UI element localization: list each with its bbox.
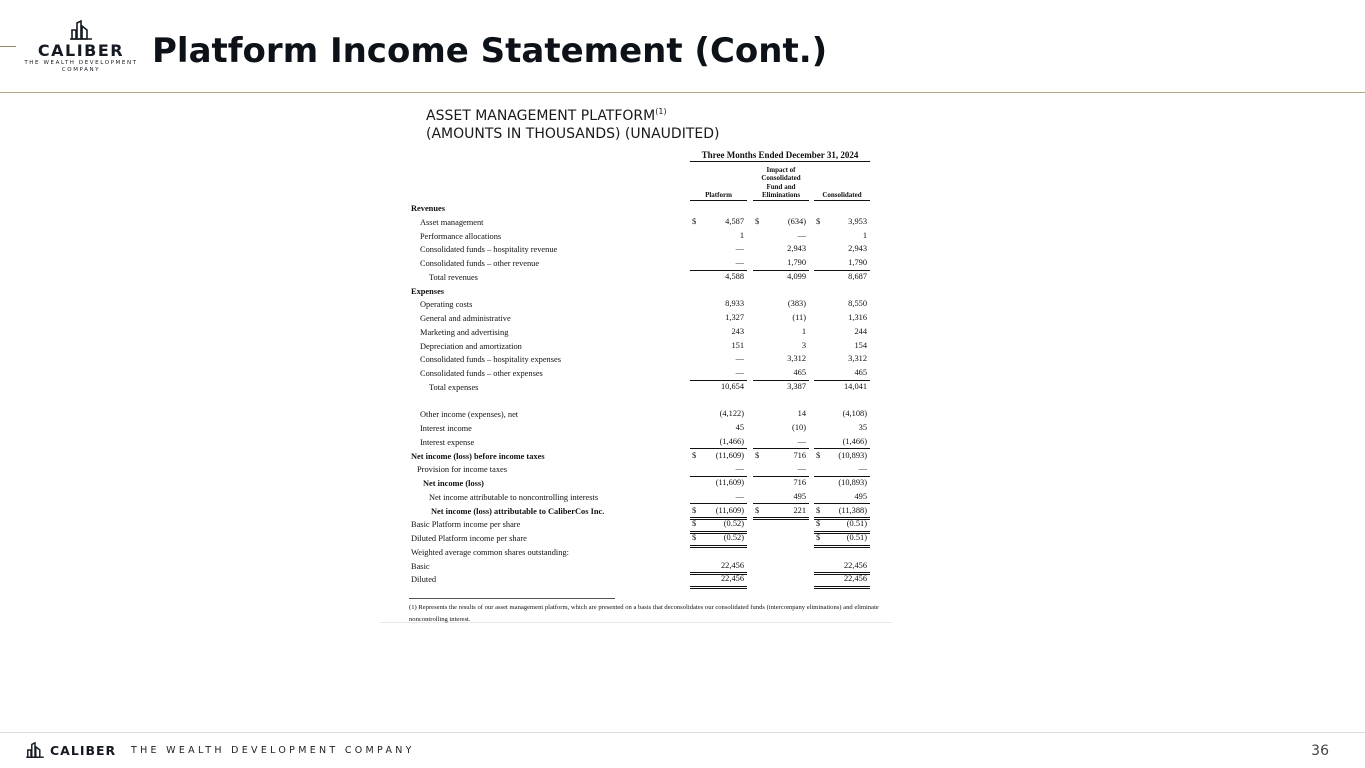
- column-header-line: Platform: [705, 191, 732, 200]
- cell-value: 4,587: [725, 216, 744, 226]
- cell-eliminations: [753, 340, 809, 353]
- cell-value: 3: [801, 340, 806, 350]
- cell-platform: [690, 326, 747, 339]
- cell-value: (1,466): [719, 436, 744, 446]
- column-header-platform: [690, 162, 747, 201]
- row-label: Interest income: [420, 424, 472, 433]
- cell-consolidated: [814, 257, 870, 271]
- cell-value: 495: [854, 491, 867, 501]
- cell-value: —: [735, 464, 744, 474]
- cell-platform: [690, 312, 747, 325]
- cell-consolidated: [814, 422, 870, 435]
- section-title-text: ASSET MANAGEMENT PLATFORM: [426, 108, 656, 124]
- row-label: Consolidated funds – hospitality expenses: [420, 355, 561, 365]
- table-row: [380, 546, 892, 560]
- table-row: [380, 340, 892, 354]
- cell-value: (4,108): [842, 409, 867, 419]
- cell-eliminations: [753, 491, 809, 505]
- cell-platform: [690, 408, 747, 421]
- cell-consolidated: [814, 230, 870, 243]
- table-row: [380, 573, 892, 587]
- cell-value: —: [797, 436, 806, 446]
- cell-value: 244: [854, 326, 867, 336]
- row-label: Interest expense: [420, 437, 475, 447]
- row-label: Net income (loss) attributable to CaliberCos Inc.: [431, 506, 605, 516]
- header-divider: [0, 92, 1365, 93]
- cell-consolidated: [814, 312, 870, 325]
- cell-value: —: [735, 491, 744, 501]
- cell-value: 1: [801, 326, 806, 336]
- currency-symbol: $: [692, 519, 697, 529]
- footnote: (1) Represents the results of our asset management platform, which are presented on a basis that deconsolidates our consolidated funds (intercompany eliminations) and eliminate noncontrolling interest.: [409, 604, 879, 623]
- row-label: Total revenues: [429, 272, 478, 282]
- logo-wordmark: CALIBER: [37, 41, 125, 60]
- row-label: Diluted Platform income per share: [411, 534, 527, 543]
- cell-eliminations: [753, 381, 809, 394]
- cell-value: —: [797, 230, 806, 240]
- cell-value: —: [858, 464, 867, 474]
- cell-consolidated: [814, 271, 870, 284]
- cell-consolidated: [814, 408, 870, 421]
- cell-value: 2,943: [787, 244, 806, 254]
- income-statement-table: [380, 146, 892, 623]
- period-header: Three Months Ended December 31, 2024: [690, 150, 870, 162]
- table-row: [380, 326, 892, 340]
- cell-value: (10,893): [838, 478, 867, 487]
- cell-eliminations: [753, 230, 809, 243]
- cell-value: 22,456: [720, 560, 744, 570]
- row-label: Other income (expenses), net: [420, 410, 519, 420]
- cell-value: 716: [793, 450, 806, 460]
- row-label: Basic Platform income per share: [411, 520, 521, 530]
- cell-platform: [690, 450, 747, 463]
- table-row: [380, 518, 892, 532]
- cell-value: 3,312: [848, 354, 867, 364]
- section-title-footnote-ref: (1): [655, 107, 667, 116]
- currency-symbol: $: [692, 450, 697, 460]
- cell-platform: [690, 381, 747, 394]
- cell-value: 3,953: [848, 216, 867, 226]
- column-header-line: Consolidated: [822, 191, 862, 200]
- cell-value: 3,387: [787, 381, 806, 391]
- cell-consolidated: [814, 340, 870, 353]
- cell-value: 14: [797, 409, 806, 419]
- cell-consolidated: [814, 573, 870, 589]
- row-label: Marketing and advertising: [420, 327, 509, 337]
- cell-platform: [690, 216, 747, 229]
- footer-tagline: THE WEALTH DEVELOPMENT COMPANY: [131, 745, 415, 756]
- cell-value: 243: [731, 326, 744, 336]
- cell-consolidated: [814, 367, 870, 381]
- cell-value: 465: [793, 368, 806, 377]
- cell-consolidated: [814, 298, 870, 311]
- cell-platform: [690, 491, 747, 505]
- cell-consolidated: [814, 216, 870, 229]
- cell-value: 22,456: [720, 574, 744, 584]
- row-label: Weighted average common shares outstanding:: [411, 547, 569, 557]
- table-row: [380, 230, 892, 244]
- row-label: Revenues: [411, 204, 445, 213]
- cell-platform: [690, 340, 747, 353]
- cell-eliminations: [753, 463, 809, 477]
- cell-consolidated: [814, 436, 870, 450]
- cell-eliminations: [753, 271, 809, 284]
- currency-symbol: $: [755, 216, 760, 226]
- cell-value: 1: [862, 230, 867, 240]
- column-header-consolidated: [814, 162, 870, 201]
- row-label: Net income attributable to noncontrolling interests: [429, 492, 599, 502]
- cell-value: 465: [854, 368, 867, 377]
- cell-value: 10,654: [720, 381, 744, 391]
- footer-wordmark: CALIBER: [50, 743, 117, 758]
- row-label: Net income (loss) before income taxes: [411, 451, 545, 461]
- cell-platform: [690, 436, 747, 450]
- footer-divider: [0, 732, 1365, 733]
- currency-symbol: $: [816, 519, 821, 529]
- cell-value: 45: [735, 423, 744, 432]
- header-accent-tick: [0, 46, 16, 47]
- table-row: [380, 298, 892, 312]
- cell-value: —: [797, 464, 806, 474]
- table-row: [380, 532, 892, 546]
- table-row: [380, 395, 892, 409]
- cell-value: 4,588: [725, 271, 744, 281]
- cell-platform: [690, 243, 747, 256]
- row-label: Expenses: [411, 286, 445, 296]
- cell-eliminations: [753, 422, 809, 435]
- cell-value: 221: [793, 505, 806, 515]
- table-row: [380, 477, 892, 491]
- row-label: Consolidated funds – other revenue: [420, 259, 540, 268]
- column-header-line: Eliminations: [761, 191, 801, 200]
- cell-value: 8,550: [848, 299, 867, 309]
- cell-value: (0.52): [723, 533, 744, 542]
- cell-platform: [690, 298, 747, 311]
- cell-value: 716: [793, 478, 806, 487]
- cell-eliminations: [753, 450, 809, 463]
- cell-consolidated: [814, 353, 870, 366]
- cell-platform: [690, 573, 747, 589]
- cell-consolidated: [814, 477, 870, 490]
- cell-eliminations: [753, 312, 809, 325]
- cell-value: (4,122): [719, 409, 744, 419]
- table-row: [380, 216, 892, 230]
- cell-value: 495: [793, 491, 806, 501]
- cell-value: 14,041: [843, 381, 867, 391]
- section-title: [426, 102, 667, 126]
- cell-value: (0.52): [723, 519, 744, 529]
- cell-eliminations: [753, 298, 809, 311]
- caliber-logo: [22, 20, 140, 74]
- page-number: 36: [1311, 743, 1329, 759]
- cell-eliminations: [753, 436, 809, 450]
- currency-symbol: $: [816, 505, 821, 515]
- row-label: Consolidated funds – other expenses: [420, 369, 543, 378]
- cell-value: 1,316: [848, 313, 867, 322]
- cell-value: 3,312: [787, 354, 806, 364]
- logo-tagline-1: THE WEALTH DEVELOPMENT: [24, 60, 138, 66]
- row-label: Net income (loss): [423, 479, 484, 488]
- table-row: [380, 367, 892, 381]
- cell-platform: [690, 477, 747, 490]
- building-icon: [70, 20, 92, 40]
- cell-consolidated: [814, 491, 870, 505]
- row-label: General and administrative: [420, 314, 511, 323]
- table-row: [380, 243, 892, 257]
- cell-platform: [690, 257, 747, 271]
- cell-value: 8,687: [848, 271, 867, 281]
- cell-eliminations: [753, 243, 809, 256]
- cell-value: 151: [731, 340, 744, 350]
- column-header-line: Consolidated: [761, 174, 801, 183]
- cell-consolidated: [814, 381, 870, 394]
- cell-platform: [690, 271, 747, 284]
- cell-platform: [690, 353, 747, 366]
- row-label: Asset management: [420, 217, 484, 227]
- table-row: [380, 312, 892, 326]
- cell-eliminations: [753, 257, 809, 271]
- currency-symbol: $: [816, 533, 821, 542]
- cell-value: (11,388): [838, 505, 867, 515]
- cell-value: 4,099: [787, 271, 806, 281]
- cell-platform: [690, 422, 747, 435]
- table-row: [380, 505, 892, 519]
- currency-symbol: $: [755, 450, 760, 460]
- cell-value: (383): [787, 299, 806, 309]
- cell-value: 1,790: [787, 258, 806, 267]
- cell-eliminations: [753, 477, 809, 490]
- cell-value: —: [735, 368, 744, 377]
- cell-value: (11,609): [715, 505, 744, 515]
- row-label: Diluted: [411, 575, 437, 585]
- column-header-eliminations: [753, 162, 809, 201]
- cell-platform: [690, 367, 747, 381]
- cell-value: 8,933: [725, 299, 744, 309]
- table-row: [380, 257, 892, 271]
- row-label: Depreciation and amortization: [420, 341, 522, 351]
- row-label: Total expenses: [429, 382, 479, 392]
- row-label: Consolidated funds – hospitality revenue: [420, 245, 558, 255]
- cell-value: —: [735, 258, 744, 267]
- cell-consolidated: [814, 243, 870, 256]
- cell-value: (0.51): [846, 519, 867, 529]
- table-row: [380, 463, 892, 477]
- cell-value: 154: [854, 340, 867, 350]
- cell-value: (10): [792, 423, 806, 432]
- page-title: Platform Income Statement (Cont.): [152, 31, 828, 71]
- cell-value: 1: [739, 230, 744, 240]
- cell-consolidated: [814, 463, 870, 477]
- cell-value: 35: [858, 423, 867, 432]
- currency-symbol: $: [816, 450, 821, 460]
- cell-eliminations: [753, 408, 809, 421]
- currency-symbol: $: [692, 533, 697, 542]
- cell-value: 2,943: [848, 244, 867, 254]
- cell-value: (1,466): [842, 436, 867, 446]
- table-row: [380, 560, 892, 574]
- cell-consolidated: [814, 450, 870, 463]
- table-row: [380, 271, 892, 285]
- cell-value: (634): [787, 216, 806, 226]
- table-row: [380, 202, 892, 216]
- cell-value: (11,609): [715, 478, 744, 487]
- cell-value: (10,893): [838, 450, 867, 460]
- cell-value: 22,456: [843, 574, 867, 584]
- table-row: [380, 408, 892, 422]
- row-label: Basic: [411, 561, 430, 571]
- cell-value: —: [735, 244, 744, 254]
- table-row: [380, 491, 892, 505]
- cell-eliminations: [753, 367, 809, 381]
- column-header-line: Fund and: [766, 182, 796, 191]
- cell-value: 1,327: [725, 313, 744, 322]
- currency-symbol: $: [692, 505, 697, 515]
- cell-platform: [690, 230, 747, 243]
- currency-symbol: $: [755, 505, 760, 515]
- row-label: Performance allocations: [420, 231, 502, 241]
- cell-value: 1,790: [848, 258, 867, 267]
- cell-value: —: [735, 354, 744, 364]
- row-label: Operating costs: [420, 300, 473, 310]
- cell-value: 22,456: [843, 560, 867, 570]
- table-row: [380, 450, 892, 464]
- cell-value: (11,609): [715, 450, 744, 460]
- footnote-divider: [409, 598, 615, 599]
- table-row: [380, 285, 892, 299]
- cell-eliminations: [753, 353, 809, 366]
- table-row: [380, 436, 892, 450]
- row-label: Provision for income taxes: [417, 465, 508, 475]
- cell-value: (11): [792, 313, 806, 322]
- cell-eliminations: [753, 216, 809, 229]
- section-subtitle: (AMOUNTS IN THOUSANDS) (UNAUDITED): [426, 126, 720, 142]
- column-header-line: Impact of: [766, 165, 796, 174]
- footer-building-icon: [25, 742, 45, 758]
- table-row: [380, 353, 892, 367]
- currency-symbol: $: [692, 216, 697, 226]
- table-row: [380, 381, 892, 395]
- currency-symbol: $: [816, 216, 821, 226]
- cell-platform: [690, 463, 747, 477]
- cell-value: (0.51): [846, 533, 867, 542]
- logo-tagline-2: COMPANY: [61, 67, 101, 73]
- table-row: [380, 422, 892, 436]
- cell-consolidated: [814, 326, 870, 339]
- cell-eliminations: [753, 326, 809, 339]
